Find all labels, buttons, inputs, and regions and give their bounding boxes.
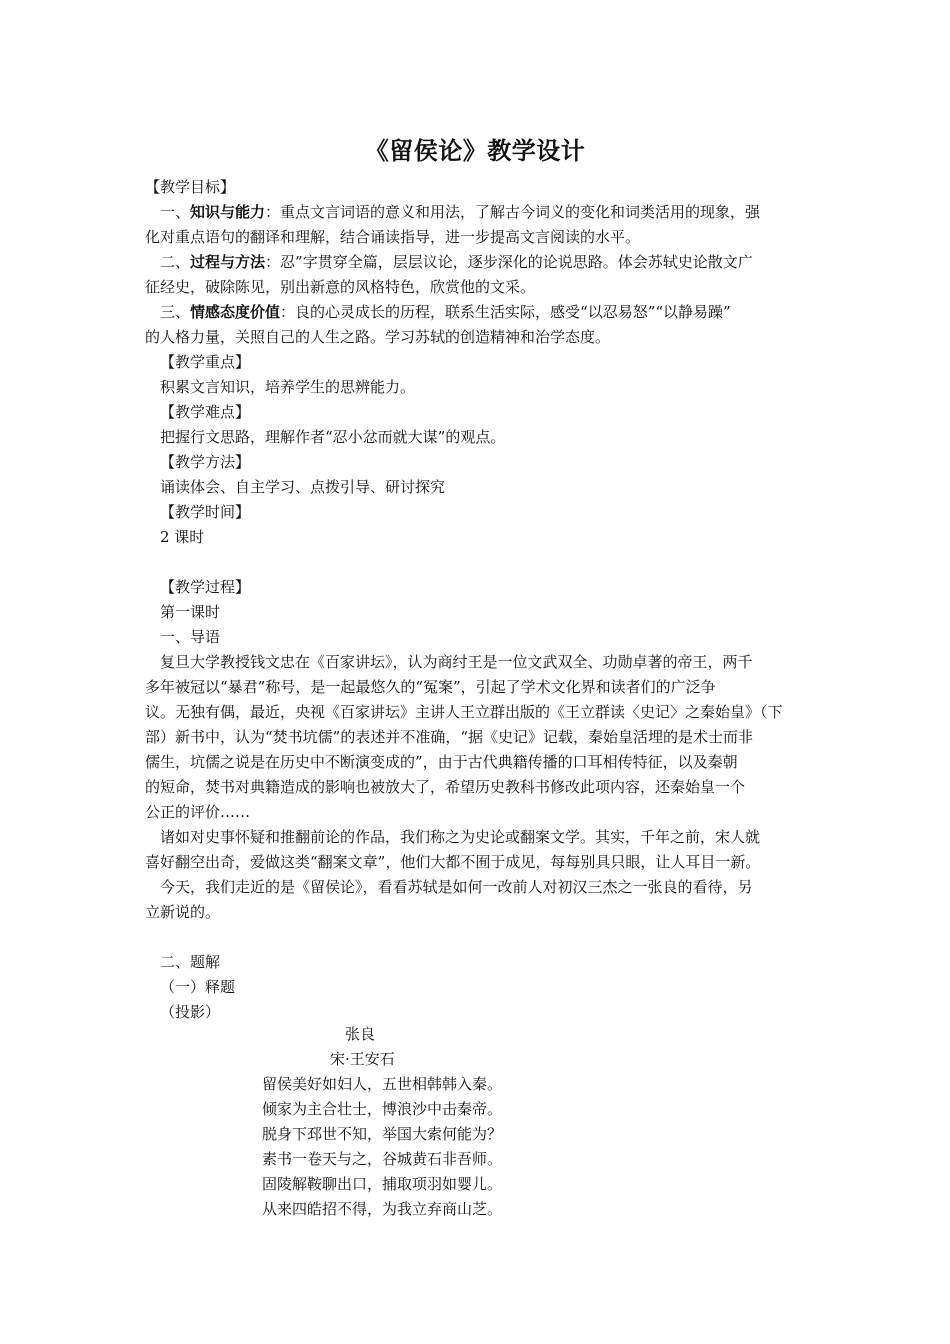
intro-paragraph-line: 儒生，坑儒之说是在历史中不断演变成的”，由于古代典籍传播的口耳相传特征，以及秦朝 [145,753,738,771]
poem-line: 固陵解鞍聊出口，捕取项羽如婴儿。 [262,1175,503,1193]
goal-2-label: 过程与方法 [190,253,266,271]
subsection-1-title: （一）释题 [160,978,236,996]
intro-paragraph-line: 议。无独有偶，最近，央视《百家讲坛》主讲人王立群出版的《王立群读〈史记〉之秦始皇》（下 [145,703,783,721]
goal-3-label: 情感态度价值 [190,303,281,321]
difficulty-text: 把握行文思路，理解作者“忍小忿而就大谋”的观点。 [160,428,506,446]
paragraph-2-line: 诸如对史事怀疑和推翻前论的作品，我们称之为史论或翻案文学。其实，千年之前，宋人就 [160,828,761,846]
paragraph-3-line: 今天，我们走近的是《留侯论》，看看苏轼是如何一改前人对初汉三杰之一张良的看待，另 [160,878,753,896]
poem-line: 留侯美好如妇人，五世相韩韩入秦。 [262,1075,503,1093]
intro-paragraph-line: 的短命，焚书对典籍造成的影响也被放大了，希望历史教科书修改此项内容，还秦始皇一个 [145,778,746,796]
poem-line: 脱身下邳世不知，举国大索何能为？ [262,1125,503,1143]
projection-label: （投影） [160,1003,221,1021]
goal-3-text: ：良的心灵成长的历程，联系生活实际，感受“以忍易怒”“以静易躁” [280,303,731,321]
paragraph-2-line: 喜好翻空出奇，爱做这类“翻案文章”，他们大都不囿于成见，每每别具只眼，让人耳目一新。 [145,853,761,871]
intro-title: 一、导语 [160,628,221,646]
goal-2-continued: 征经史，破除陈见，别出新意的风格特色，欣赏他的文采。 [145,278,536,296]
goal-3-continued: 的人格力量，关照自己的人生之路。学习苏轼的创造精神和治学态度。 [145,328,611,346]
page-title: 《留侯论》教学设计 [364,136,586,165]
paragraph-3-line: 立新说的。 [145,903,221,921]
intro-paragraph-line: 部）新书中，认为“焚书坑儒”的表述并不准确，“据《史记》记载，秦始皇活埋的是术士而非 [145,728,754,746]
goal-3 [160,302,731,322]
method-header: 【教学方法】 [160,453,251,471]
time-text: 2 课时 [160,528,205,546]
goal-1-prefix: 一、 [160,203,191,221]
difficulty-header: 【教学难点】 [160,403,251,421]
time-header: 【教学时间】 [160,503,251,521]
key-points-header: 【教学重点】 [160,353,251,371]
goal-3-prefix: 三、 [160,303,191,321]
poem-line: 倾家为主合壮士，博浪沙中击秦帝。 [262,1100,503,1118]
poem-author: 宋·王安石 [330,1050,395,1068]
goal-1 [160,202,760,222]
poem-title: 张良 [345,1025,376,1043]
process-header: 【教学过程】 [160,578,251,596]
method-text: 诵读体会、自主学习、点拨引导、研讨探究 [160,478,446,496]
intro-paragraph-line: 公正的评价…… [145,803,251,821]
goal-2-text: ：忍”字贯穿全篇，层层议论，逐步深化的论说思路。体会苏轼史论散文广 [265,253,753,271]
key-points-text: 积累文言知识，培养学生的思辨能力。 [160,378,416,396]
goal-2-prefix: 二、 [160,253,191,271]
goals-header: 【教学目标】 [145,178,236,196]
poem-line: 从来四皓招不得，为我立弃商山芝。 [262,1200,503,1218]
lesson-label: 第一课时 [160,603,221,621]
poem-line: 素书一卷天与之，谷城黄石非吾师。 [262,1150,503,1168]
goal-1-label: 知识与能力 [190,203,266,221]
section-2-title: 二、题解 [160,953,221,971]
goal-1-continued: 化对重点语句的翻译和理解，结合诵读指导，进一步提高文言阅读的水平。 [145,228,641,246]
intro-paragraph-line: 多年被冠以“暴君”称号，是一起最悠久的“冤案”，引起了学术文化界和读者们的广泛争 [145,678,716,696]
intro-paragraph-line: 复旦大学教授钱文忠在《百家讲坛》，认为商纣王是一位文武双全、功勋卓著的帝王，两千 [160,653,753,671]
goal-2 [160,252,753,272]
goal-1-text: ：重点文言词语的意义和用法，了解古今词义的变化和词类活用的现象，强 [265,203,761,221]
